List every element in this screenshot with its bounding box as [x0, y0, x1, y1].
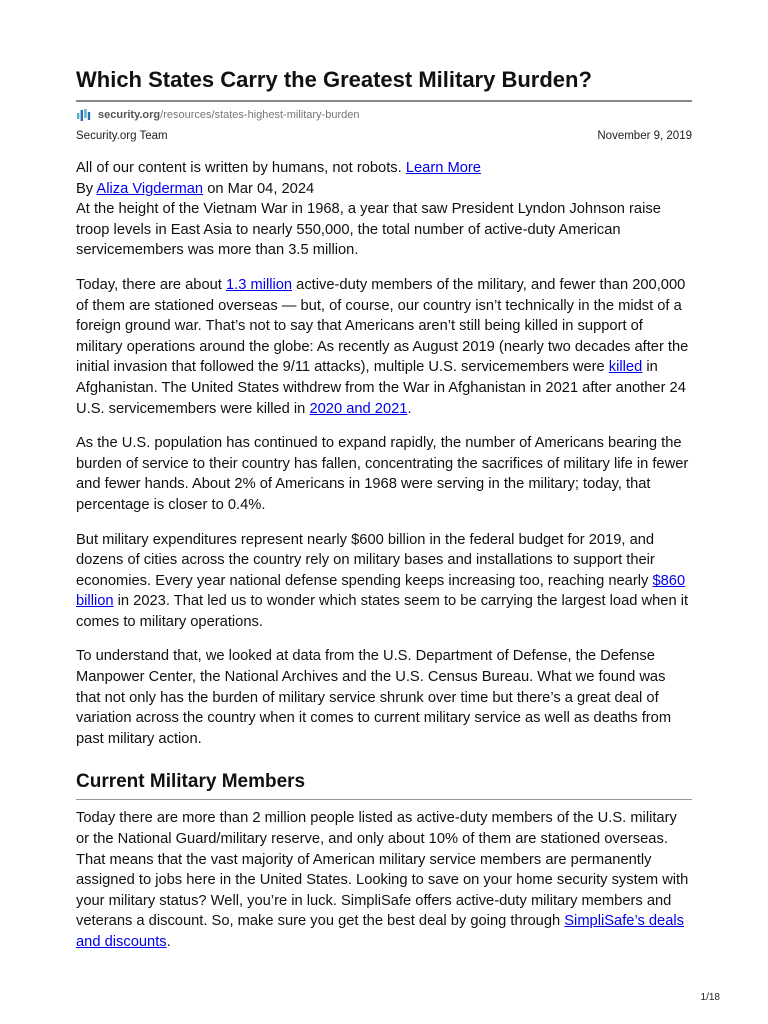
disclaimer-text: All of our content is written by humans, not robots. [76, 160, 402, 176]
paragraph-3: As the U.S. population has continued to expand rapidly, the number of Americans bearing the burden of service to their country has fallen, concentrating the sacrifices of military life in fewer and fewer hands. About 2% of Americans in 1968 were serving in the military; today, that percentage is closer to 0.4%. [76, 435, 689, 513]
source-domain[interactable]: security.org [98, 109, 161, 121]
link-1-3-million[interactable]: 1.3 million [225, 276, 293, 293]
paragraph-5: To understand that, we looked at data from the U.S. Department of Defense, the Defense Manpower Center, the National Archives and the U.S. Census Bureau. What we found was that not only has the burden of military service shrunk over time but there’s a great deal of variation across the country when it comes to current military service as well as deaths from past military action. [76, 648, 672, 747]
paragraph-2-text-d: . [407, 400, 412, 417]
article-body [76, 158, 692, 967]
learn-more-link[interactable]: Learn More [405, 160, 481, 176]
source-line [76, 107, 359, 123]
title-divider [76, 100, 692, 102]
section-divider [76, 799, 692, 800]
section-paragraph [76, 808, 692, 952]
page-title: Which States Carry the Greatest Military Burden? [76, 67, 592, 92]
byline-date: on Mar 04, 2024 [207, 180, 315, 197]
paragraph-4-text-b: in 2023. That led us to wonder which states seem to be carrying the largest load when it comes to military operations. [76, 593, 689, 630]
paragraph-4-text-a: But military expenditures represent nearly $600 billion in the federal budget for 2019, and dozens of cities across the country rely on military bases and installations to support their economies. Every year national defense spending keeps increasing too, reaching nearly [76, 531, 655, 589]
paragraph-2-text-b: active-duty members of the military, and fewer than 200,000 of them are stationed overseas — but, of course, our country isn’t technically in the midst of a foreign ground war. That’s not to say that Americans aren’t still being killed in support of military operations around the globe: As recently as August 2019 (nearly two decades after the initial invasion that followed the 9/11 attacks), multiple U.S. servicemembers were [76, 276, 689, 376]
meta-row [76, 130, 692, 142]
paragraph-2 [76, 275, 692, 419]
section-heading: Current Military Members [76, 771, 306, 793]
section-paragraph-text-b: . [166, 934, 171, 950]
link-860-billion[interactable]: $860 billion [76, 572, 686, 610]
paragraph-4 [76, 530, 692, 633]
meta-author: Security.org Team [76, 130, 168, 142]
page-number: 1/18 [700, 992, 720, 1003]
paragraph-2-text-c: in Afghanistan. The United States withdrew from the War in Afghanistan in 2021 after another 24 U.S. servicemembers were killed in [76, 359, 686, 417]
paragraph-2-text-a: Today, there are about [76, 276, 226, 293]
byline [76, 179, 692, 200]
source-path[interactable]: /resources/states-highest-military-burden [160, 109, 360, 121]
link-2020-and-2021[interactable]: 2020 and 2021 [309, 400, 408, 417]
paragraph-1: At the height of the Vietnam War in 1968, a year that saw President Lyndon Johnson raise troop levels in East Asia to nearly 550,000, the total number of active-duty American servicemembers was more than 3.5 million. [76, 201, 661, 259]
disclaimer-line [76, 158, 692, 179]
byline-by: By [76, 180, 94, 197]
section-paragraph-text-a: Today there are more than 2 million people listed as active-duty members of the U.S. military or the National Guard/military reserve, and only about 10% of them are stationed overseas. That means that the vast majority of American military service members are permanently assigned to jobs here in the United States. Looking to save on your home security system with your military status? Well, you’re in luck. SimpliSafe offers active-duty military members and veterans a discount. So, make sure you get the best deal by going through [76, 810, 689, 930]
site-favicon-icon [76, 107, 92, 123]
author-link[interactable]: Aliza Vigderman [96, 180, 204, 197]
link-killed[interactable]: killed [608, 359, 643, 376]
link-simplisafe-deals[interactable]: SimpliSafe’s deals and discounts [76, 913, 685, 950]
meta-date: November 9, 2019 [597, 130, 692, 142]
